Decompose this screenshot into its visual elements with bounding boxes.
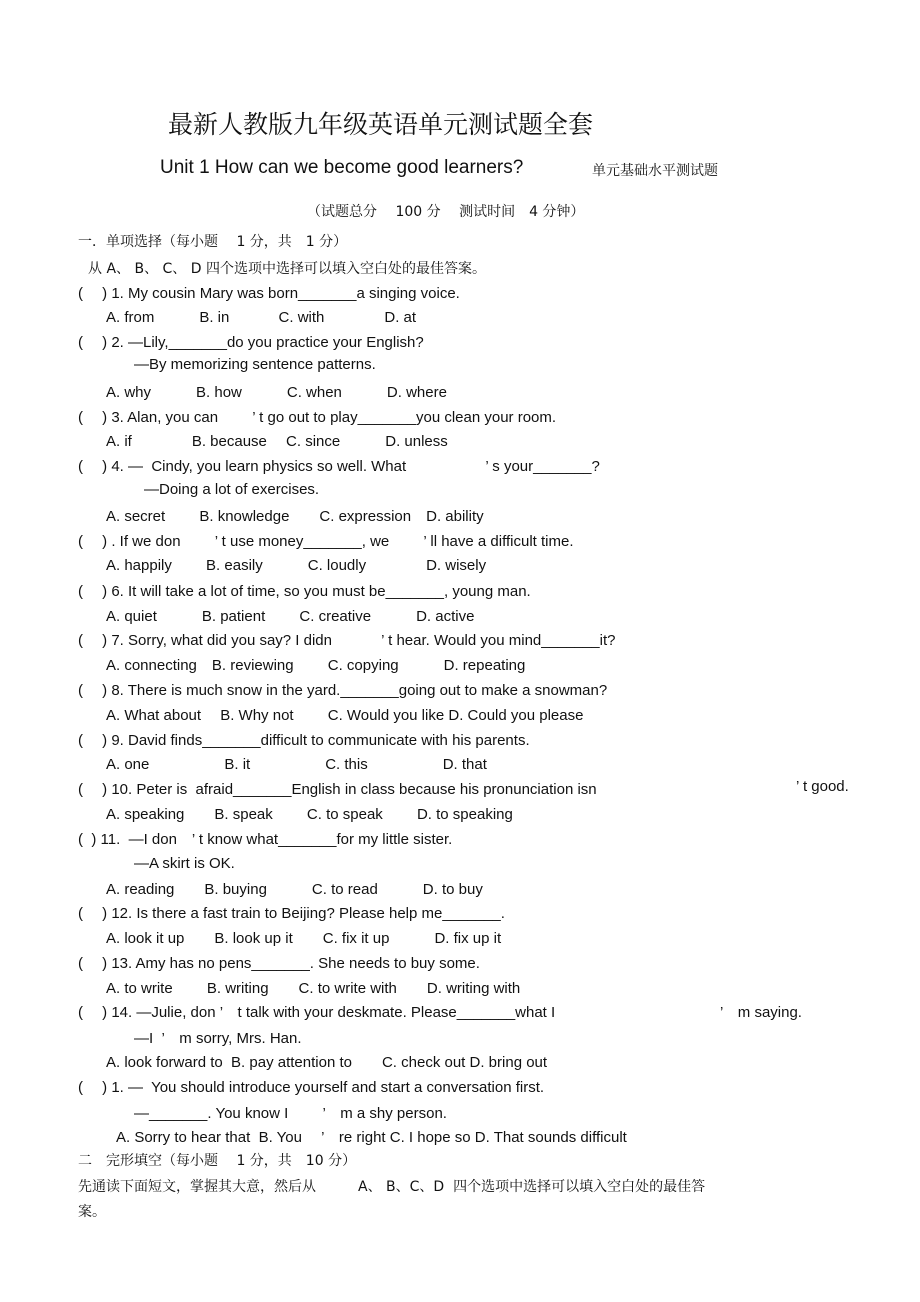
question-line: ( ) 7. Sorry, what did you say? I didn ’ t hear. Would you mind_______it? bbox=[78, 632, 616, 649]
unit-subtitle: 单元基础水平测试题 bbox=[592, 163, 718, 179]
section-2-instruction-cont: 案。 bbox=[78, 1204, 106, 1220]
section-1-heading: 一．单项选择（每小题 1 分，共 1 分） bbox=[78, 234, 348, 250]
question-line: ( ) 8. There is much snow in the yard._______going out to make a snowman? bbox=[78, 682, 608, 699]
section-2-heading: 二 完形填空（每小题 1 分，共 10 分） bbox=[78, 1153, 357, 1169]
question-line: ( ) 10. Peter is afraid_______English in class because his pronunciation isn bbox=[78, 781, 597, 798]
option-line: A. speaking B. speak C. to speak D. to speaking bbox=[106, 806, 513, 823]
question-line: ( ) 9. David finds_______difficult to communicate with his parents. bbox=[78, 732, 530, 749]
section-1-instruction: 从 A、 B、 C、 D 四个选项中选择可以填入空白处的最佳答案。 bbox=[88, 261, 486, 277]
question-line-tail: ’ m saying. bbox=[720, 1004, 802, 1021]
section-2-instruction: 先通读下面短文，掌握其大意，然后从 A、 B、C、D 四个选项中选择可以填入空白处的最佳答 bbox=[78, 1179, 706, 1195]
question-line-tail: ’ t good. bbox=[796, 778, 849, 795]
answer-line: —I ’ m sorry, Mrs. Han. bbox=[134, 1030, 302, 1047]
option-line: A. secret B. knowledge C. expression D. ability bbox=[106, 508, 484, 525]
answer-line: —A skirt is OK. bbox=[134, 855, 235, 872]
question-line: ( ) 1. — You should introduce yourself and start a conversation first. bbox=[78, 1079, 545, 1096]
page-title: 最新人教版九年级英语单元测试题全套 bbox=[168, 110, 594, 139]
question-line: ( ) 4. — Cindy, you learn physics so well. What ’ s your_______? bbox=[78, 458, 600, 475]
option-line: A. to write B. writing C. to write with D. writing with bbox=[106, 980, 521, 997]
question-line: ( ) . If we don ’ t use money_______, we ’ ll have a difficult time. bbox=[78, 533, 574, 550]
option-line: A. from B. in C. with D. at bbox=[106, 309, 417, 326]
option-line: A. Sorry to hear that B. You ’ re right C. I hope so D. That sounds difficult bbox=[116, 1129, 627, 1146]
question-line: ( ) 12. Is there a fast train to Beijing? Please help me_______. bbox=[78, 905, 505, 922]
test-meta: （试题总分 100 分 测试时间 4 分钟） bbox=[307, 204, 585, 220]
option-line: A. reading B. buying C. to read D. to buy bbox=[106, 881, 483, 898]
option-line: A. if B. because C. since D. unless bbox=[106, 433, 448, 450]
question-line: ( ) 11. —I don ’ t know what_______for my little sister. bbox=[78, 831, 453, 848]
answer-line: —_______. You know I ’ m a shy person. bbox=[134, 1105, 447, 1122]
question-line: ( ) 3. Alan, you can ’ t go out to play_______you clean your room. bbox=[78, 409, 557, 426]
question-line: ( ) 1. My cousin Mary was born_______a singing voice. bbox=[78, 285, 460, 302]
option-line: A. quiet B. patient C. creative D. active bbox=[106, 608, 475, 625]
option-line: A. one B. it C. this D. that bbox=[106, 756, 487, 773]
question-line: ( ) 13. Amy has no pens_______. She needs to buy some. bbox=[78, 955, 480, 972]
answer-line: —Doing a lot of exercises. bbox=[144, 481, 320, 498]
unit-heading: Unit 1 How can we become good learners? bbox=[160, 157, 524, 178]
option-line: A. look it up B. look up it C. fix it up D. fix up it bbox=[106, 930, 502, 947]
question-line: ( ) 2. —Lily,_______do you practice your English? bbox=[78, 334, 424, 351]
option-line: A. connecting B. reviewing C. copying D. repeating bbox=[106, 657, 526, 674]
option-line: A. happily B. easily C. loudly D. wisely bbox=[106, 557, 487, 574]
question-line: ( ) 14. —Julie, don ’ t talk with your deskmate. Please_______what I bbox=[78, 1004, 556, 1021]
option-line: A. What about B. Why not C. Would you like D. Could you please bbox=[106, 707, 584, 724]
option-line: A. look forward to B. pay attention to C. check out D. bring out bbox=[106, 1054, 548, 1071]
question-line: ( ) 6. It will take a lot of time, so you must be_______, young man. bbox=[78, 583, 531, 600]
answer-line: —By memorizing sentence patterns. bbox=[134, 356, 376, 373]
option-line: A. why B. how C. when D. where bbox=[106, 384, 447, 401]
